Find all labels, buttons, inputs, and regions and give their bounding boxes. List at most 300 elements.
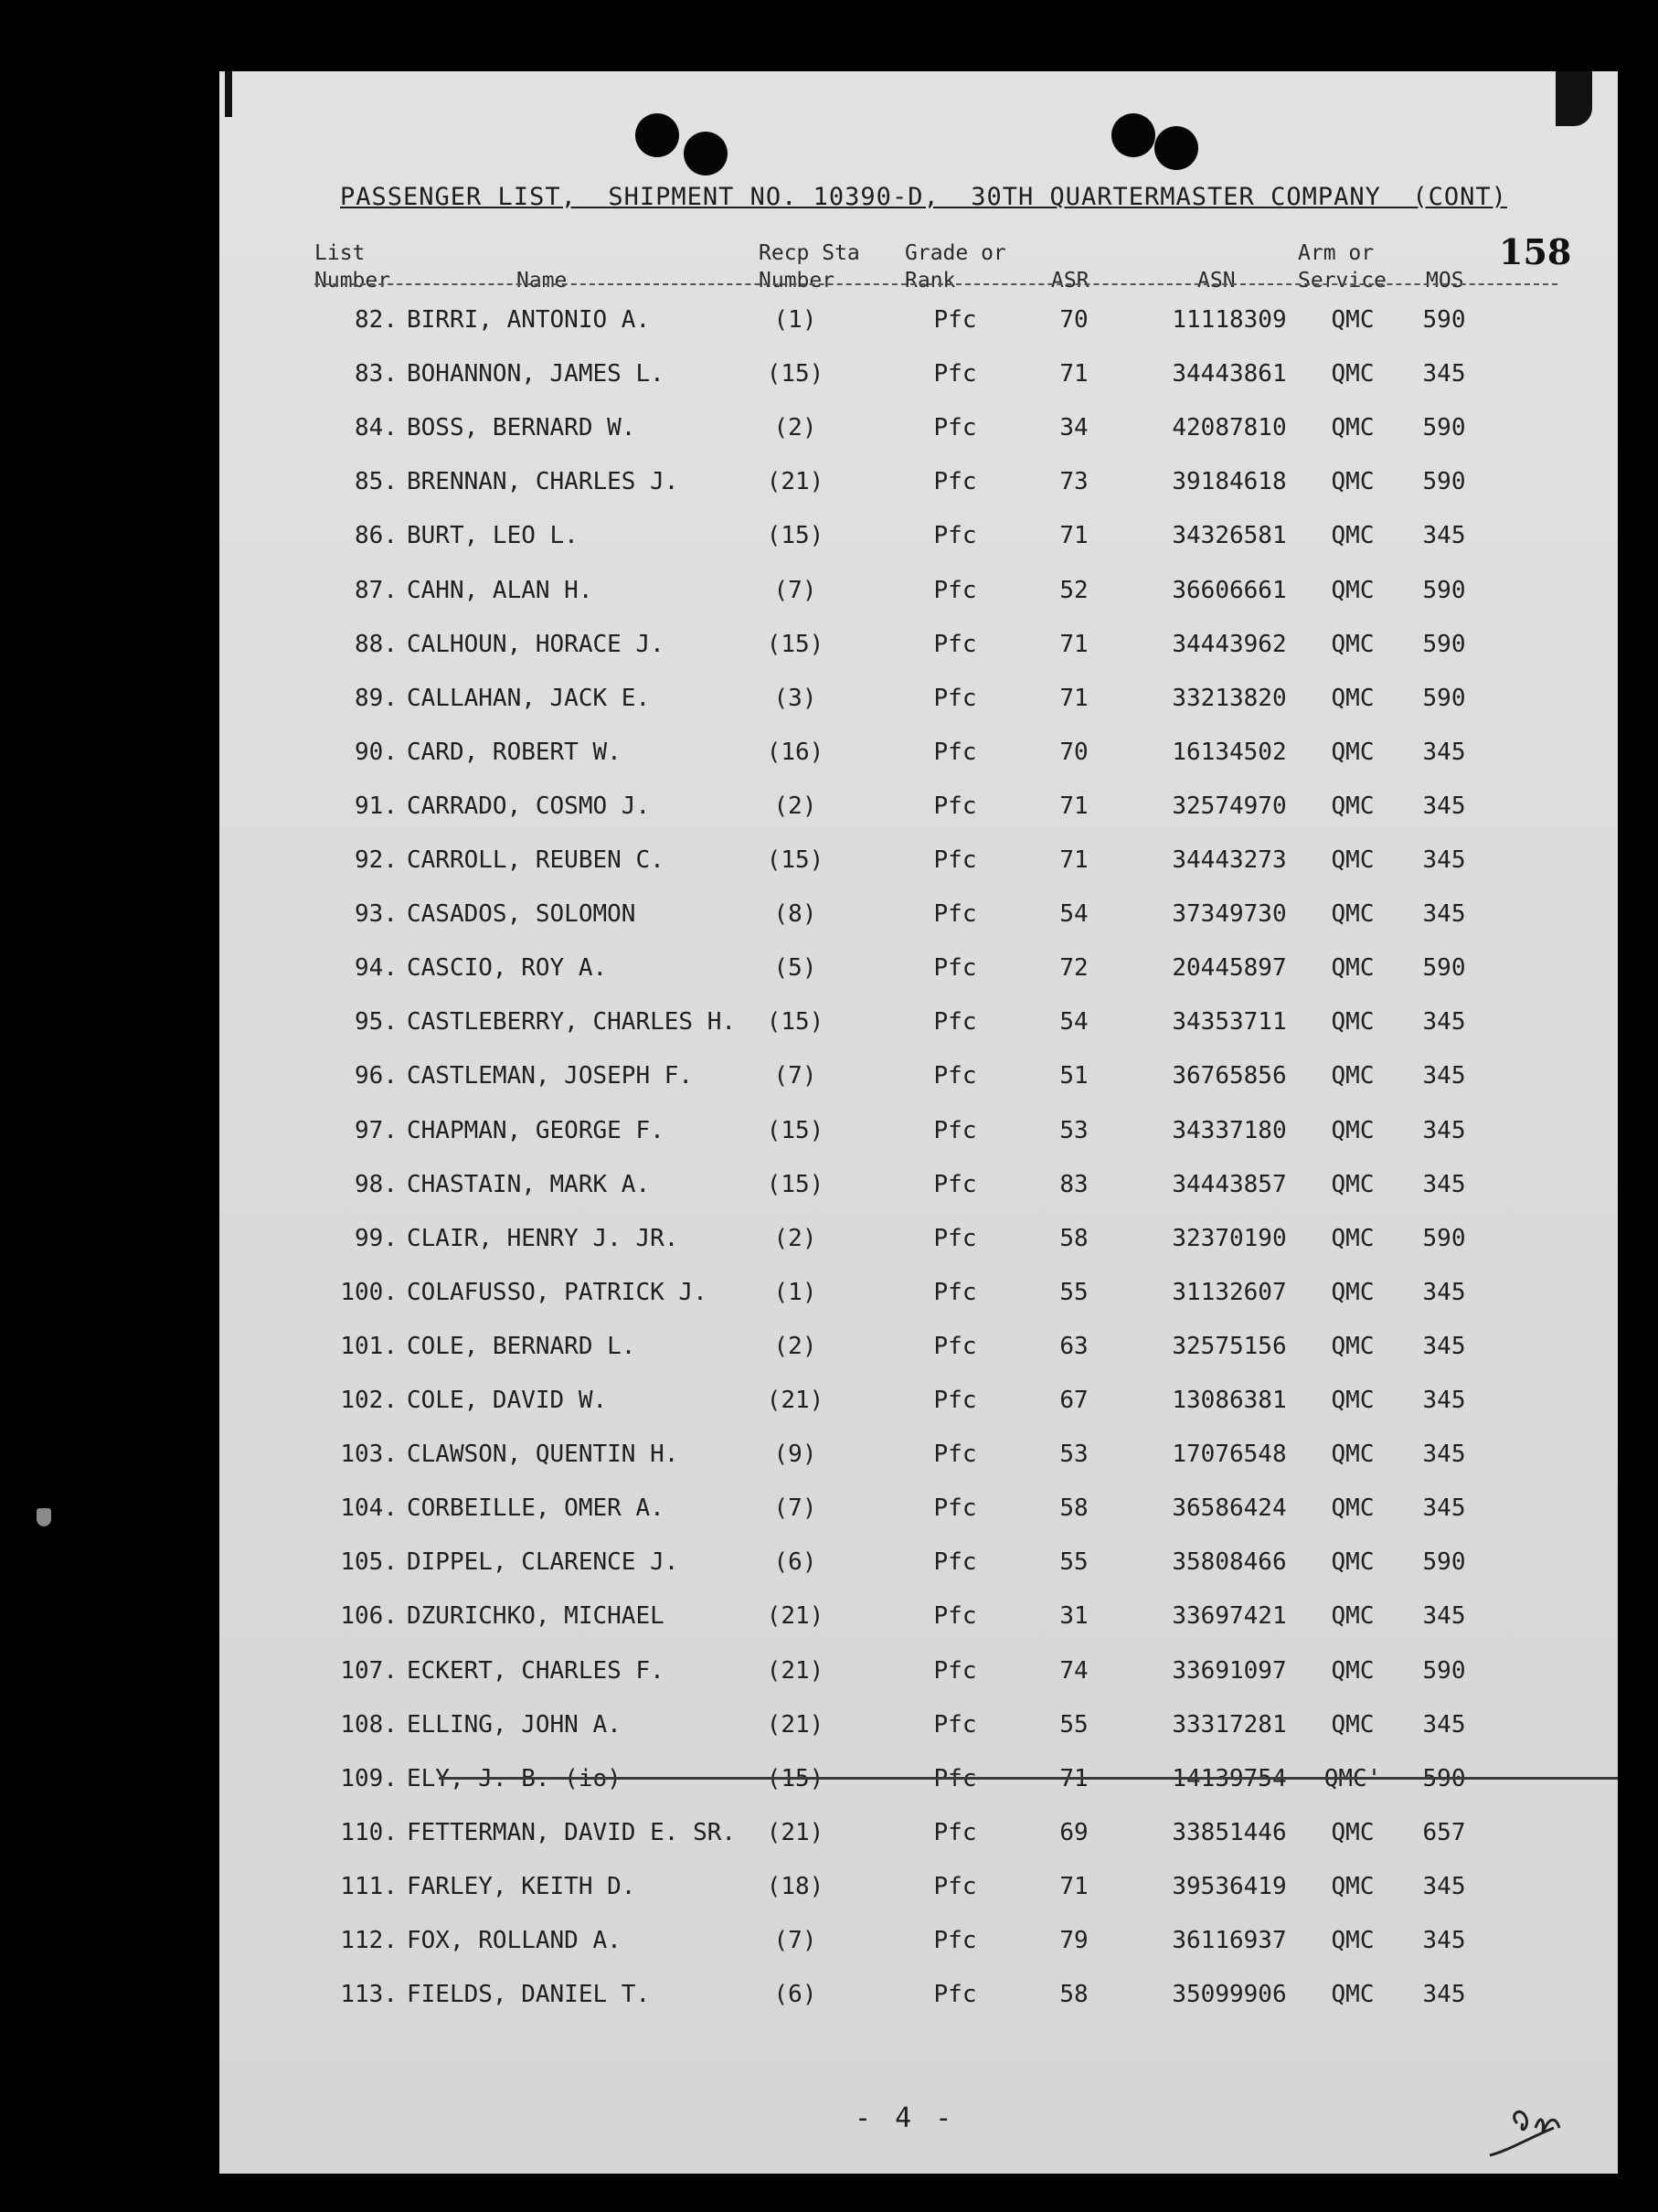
grade: Pfc xyxy=(933,414,977,442)
passenger-name: FETTERMAN, DAVID E. SR. xyxy=(407,1818,737,1846)
passenger-name: CASTLEBERRY, CHARLES H. xyxy=(407,1008,737,1037)
recp-sta-number: (15) xyxy=(766,846,824,874)
list-number: 86. xyxy=(355,522,398,550)
mos-code: 590 xyxy=(1422,1548,1466,1577)
arm-service: QMC xyxy=(1331,522,1375,550)
table-row xyxy=(219,1711,1618,1748)
grade: Pfc xyxy=(933,954,977,983)
table-row xyxy=(219,468,1618,505)
asr-score: 53 xyxy=(1059,1116,1089,1144)
grade: Pfc xyxy=(933,1008,977,1037)
document-header: PASSENGER LIST, SHIPMENT NO. 10390-D, 30TH QUARTERMASTER COMPANY (CONT) xyxy=(340,183,1507,211)
grade: Pfc xyxy=(933,1278,977,1306)
punch-hole xyxy=(684,132,728,175)
column-header-list-number: List Number xyxy=(314,241,391,292)
passenger-name: DIPPEL, CLARENCE J. xyxy=(407,1548,679,1577)
recp-sta-number: (1) xyxy=(773,1278,817,1306)
mos-code: 345 xyxy=(1422,1116,1466,1144)
table-row xyxy=(219,631,1618,667)
arm-service: QMC xyxy=(1331,1332,1375,1360)
passenger-name: FOX, ROLLAND A. xyxy=(407,1927,622,1954)
grade: Pfc xyxy=(933,1332,977,1360)
asr-score: 83 xyxy=(1059,1170,1089,1198)
asn-number: 34443962 xyxy=(1172,630,1287,658)
asn-number: 33851446 xyxy=(1172,1818,1287,1846)
mos-code: 345 xyxy=(1422,1170,1466,1198)
arm-service: QMC xyxy=(1331,1008,1375,1037)
grade: Pfc xyxy=(933,360,977,388)
arm-service: QMC xyxy=(1331,954,1375,983)
grade: Pfc xyxy=(933,1927,977,1954)
grade: Pfc xyxy=(933,1170,977,1198)
arm-service: QMC xyxy=(1331,1278,1375,1306)
table-row xyxy=(219,1225,1618,1261)
mos-code: 657 xyxy=(1422,1818,1466,1846)
list-number: 107. xyxy=(340,1656,398,1685)
passenger-name: CASTLEMAN, JOSEPH F. xyxy=(407,1062,694,1090)
grade: Pfc xyxy=(933,846,977,874)
asn-number: 35808466 xyxy=(1172,1548,1287,1577)
recp-sta-number: (15) xyxy=(766,522,824,550)
table-row xyxy=(219,846,1618,883)
list-number: 101. xyxy=(340,1332,398,1360)
arm-service: QMC xyxy=(1331,1170,1375,1198)
list-number: 104. xyxy=(340,1494,398,1523)
mos-code: 590 xyxy=(1422,306,1466,334)
grade: Pfc xyxy=(933,1602,977,1631)
recp-sta-number: (2) xyxy=(773,414,817,442)
table-row xyxy=(219,1494,1618,1531)
mos-code: 590 xyxy=(1422,576,1466,604)
asn-number: 33691097 xyxy=(1172,1656,1287,1685)
table-row xyxy=(219,1117,1618,1154)
list-number: 111. xyxy=(340,1872,398,1900)
passenger-name: CLAWSON, QUENTIN H. xyxy=(407,1441,679,1469)
recp-sta-number: (5) xyxy=(773,954,817,983)
asn-number: 36586424 xyxy=(1172,1494,1287,1523)
recp-sta-number: (15) xyxy=(766,630,824,658)
asr-score: 71 xyxy=(1059,846,1089,874)
grade: Pfc xyxy=(933,1441,977,1469)
column-header-mos: MOS xyxy=(1426,269,1464,292)
arm-service: QMC xyxy=(1331,1494,1375,1523)
table-row xyxy=(219,1387,1618,1423)
passenger-name: CLAIR, HENRY J. JR. xyxy=(407,1224,679,1252)
passenger-name: BURT, LEO L. xyxy=(407,522,579,550)
grade: Pfc xyxy=(933,1656,977,1685)
recp-sta-number: (15) xyxy=(766,1170,824,1198)
asn-number: 32574970 xyxy=(1172,792,1287,820)
asr-score: 70 xyxy=(1059,738,1089,766)
recp-sta-number: (21) xyxy=(766,468,824,496)
asr-score: 74 xyxy=(1059,1656,1089,1685)
grade: Pfc xyxy=(933,792,977,820)
list-number: 98. xyxy=(355,1170,398,1198)
asn-number: 42087810 xyxy=(1172,414,1287,442)
grade: Pfc xyxy=(933,522,977,550)
arm-service: QMC xyxy=(1331,630,1375,658)
grade: Pfc xyxy=(933,684,977,712)
asn-number: 31132607 xyxy=(1172,1278,1287,1306)
table-row xyxy=(219,1548,1618,1585)
recp-sta-number: (21) xyxy=(766,1710,824,1739)
mos-code: 345 xyxy=(1422,1872,1466,1900)
table-row xyxy=(219,1765,1618,1802)
asr-score: 58 xyxy=(1059,1494,1089,1523)
mos-code: 345 xyxy=(1422,1710,1466,1739)
asr-score: 55 xyxy=(1059,1710,1089,1739)
grade: Pfc xyxy=(933,1981,977,2009)
asr-score: 79 xyxy=(1059,1927,1089,1954)
asn-number: 33213820 xyxy=(1172,684,1287,712)
passenger-name: BIRRI, ANTONIO A. xyxy=(407,306,651,334)
asn-number: 34326581 xyxy=(1172,522,1287,550)
passenger-name: CARD, ROBERT W. xyxy=(407,738,622,766)
recp-sta-number: (15) xyxy=(766,1008,824,1037)
list-number: 99. xyxy=(355,1224,398,1252)
asr-score: 55 xyxy=(1059,1278,1089,1306)
table-row xyxy=(219,1333,1618,1369)
arm-service: QMC xyxy=(1331,306,1375,334)
page-number: 158 xyxy=(1499,231,1572,272)
mos-code: 345 xyxy=(1422,900,1466,929)
passenger-name: BOSS, BERNARD W. xyxy=(407,414,636,442)
list-number: 109. xyxy=(340,1764,398,1792)
column-header-asn: ASN xyxy=(1197,269,1236,292)
asr-score: 54 xyxy=(1059,1008,1089,1037)
asn-number: 34337180 xyxy=(1172,1116,1287,1144)
asn-number: 36765856 xyxy=(1172,1062,1287,1090)
asn-number: 17076548 xyxy=(1172,1441,1287,1469)
asr-score: 52 xyxy=(1059,576,1089,604)
passenger-name: ELY, J. B. (io) xyxy=(407,1764,622,1792)
grade: Pfc xyxy=(933,1710,977,1739)
punch-hole xyxy=(1111,113,1155,157)
column-header-arm: Arm or Service xyxy=(1298,241,1387,292)
mos-code: 345 xyxy=(1422,846,1466,874)
table-row xyxy=(219,1008,1618,1045)
mos-code: 345 xyxy=(1422,1602,1466,1631)
handwritten-initials xyxy=(1481,2100,1590,2164)
grade: Pfc xyxy=(933,1548,977,1577)
asn-number: 34353711 xyxy=(1172,1008,1287,1037)
list-number: 106. xyxy=(340,1602,398,1631)
arm-service: QMC xyxy=(1331,738,1375,766)
arm-service: QMC xyxy=(1331,1387,1375,1414)
table-row xyxy=(219,1873,1618,1909)
arm-service: QMC xyxy=(1331,1441,1375,1469)
asr-score: 31 xyxy=(1059,1602,1089,1631)
asr-score: 53 xyxy=(1059,1441,1089,1469)
table-row xyxy=(219,1171,1618,1207)
asn-number: 39536419 xyxy=(1172,1872,1287,1900)
passenger-name: CHAPMAN, GEORGE F. xyxy=(407,1116,664,1144)
mos-code: 345 xyxy=(1422,1494,1466,1523)
recp-sta-number: (7) xyxy=(773,1494,817,1523)
recp-sta-number: (2) xyxy=(773,792,817,820)
passenger-name: COLAFUSSO, PATRICK J. xyxy=(407,1278,707,1306)
grade: Pfc xyxy=(933,900,977,929)
arm-service: QMC xyxy=(1331,1981,1375,2009)
list-number: 93. xyxy=(355,900,398,929)
mos-code: 590 xyxy=(1422,414,1466,442)
asn-number: 34443857 xyxy=(1172,1170,1287,1198)
punch-hole xyxy=(635,113,679,157)
asr-score: 67 xyxy=(1059,1387,1089,1414)
mos-code: 345 xyxy=(1422,360,1466,388)
list-number: 113. xyxy=(340,1981,398,2009)
list-number: 84. xyxy=(355,414,398,442)
mos-code: 345 xyxy=(1422,792,1466,820)
asr-score: 73 xyxy=(1059,468,1089,496)
mos-code: 345 xyxy=(1422,1332,1466,1360)
table-row xyxy=(219,414,1618,451)
list-number: 90. xyxy=(355,738,398,766)
mos-code: 345 xyxy=(1422,522,1466,550)
grade: Pfc xyxy=(933,630,977,658)
grade: Pfc xyxy=(933,306,977,334)
grade: Pfc xyxy=(933,576,977,604)
list-number: 89. xyxy=(355,684,398,712)
passenger-list-page xyxy=(219,71,1618,2174)
grade: Pfc xyxy=(933,1116,977,1144)
passenger-name: CASCIO, ROY A. xyxy=(407,954,608,983)
grade: Pfc xyxy=(933,1872,977,1900)
arm-service: QMC xyxy=(1331,576,1375,604)
passenger-name: CAHN, ALAN H. xyxy=(407,576,593,604)
list-number: 112. xyxy=(340,1927,398,1954)
grade: Pfc xyxy=(933,738,977,766)
table-row xyxy=(219,360,1618,397)
recp-sta-number: (21) xyxy=(766,1818,824,1846)
asn-number: 33317281 xyxy=(1172,1710,1287,1739)
recp-sta-number: (2) xyxy=(773,1224,817,1252)
asn-number: 34443273 xyxy=(1172,846,1287,874)
table-row xyxy=(219,522,1618,558)
grade: Pfc xyxy=(933,468,977,496)
passenger-name: DZURICHKO, MICHAEL xyxy=(407,1602,664,1631)
corner-mark xyxy=(1556,71,1592,126)
recp-sta-number: (1) xyxy=(773,306,817,334)
list-number: 92. xyxy=(355,846,398,874)
table-row xyxy=(219,306,1618,343)
grade: Pfc xyxy=(933,1062,977,1090)
mos-code: 345 xyxy=(1422,738,1466,766)
passenger-name: BOHANNON, JAMES L. xyxy=(407,360,664,388)
mos-code: 345 xyxy=(1422,1441,1466,1469)
table-row xyxy=(219,739,1618,775)
asn-number: 13086381 xyxy=(1172,1387,1287,1414)
recp-sta-number: (21) xyxy=(766,1387,824,1414)
arm-service: QMC xyxy=(1331,900,1375,929)
asr-score: 71 xyxy=(1059,792,1089,820)
recp-sta-number: (15) xyxy=(766,1764,824,1792)
asn-number: 36116937 xyxy=(1172,1927,1287,1954)
column-header-name: Name xyxy=(516,269,568,292)
asn-number: 34443861 xyxy=(1172,360,1287,388)
list-number: 103. xyxy=(340,1441,398,1469)
grade: Pfc xyxy=(933,1494,977,1523)
mos-code: 345 xyxy=(1422,1278,1466,1306)
header-rule xyxy=(314,283,1557,285)
corner-mark xyxy=(225,71,232,117)
arm-service: QMC xyxy=(1331,684,1375,712)
recp-sta-number: (7) xyxy=(773,576,817,604)
mos-code: 590 xyxy=(1422,1656,1466,1685)
list-number: 100. xyxy=(340,1278,398,1306)
asn-number: 11118309 xyxy=(1172,306,1287,334)
asn-number: 16134502 xyxy=(1172,738,1287,766)
list-number: 94. xyxy=(355,954,398,983)
arm-service: QMC xyxy=(1331,1224,1375,1252)
grade: Pfc xyxy=(933,1818,977,1846)
asr-score: 71 xyxy=(1059,360,1089,388)
recp-sta-number: (18) xyxy=(766,1872,824,1900)
asn-number: 36606661 xyxy=(1172,576,1287,604)
stray-mark xyxy=(37,1508,51,1526)
list-number: 97. xyxy=(355,1116,398,1144)
passenger-name: CARRADO, COSMO J. xyxy=(407,792,651,820)
grade: Pfc xyxy=(933,1387,977,1414)
recp-sta-number: (21) xyxy=(766,1656,824,1685)
list-number: 105. xyxy=(340,1548,398,1577)
mos-code: 345 xyxy=(1422,1062,1466,1090)
table-row xyxy=(219,900,1618,937)
asr-score: 71 xyxy=(1059,630,1089,658)
arm-service: QMC xyxy=(1331,1602,1375,1631)
recp-sta-number: (6) xyxy=(773,1981,817,2009)
column-header-asr: ASR xyxy=(1051,269,1089,292)
asr-score: 51 xyxy=(1059,1062,1089,1090)
mos-code: 590 xyxy=(1422,684,1466,712)
arm-service: QMC xyxy=(1331,1927,1375,1954)
table-row xyxy=(219,1062,1618,1099)
list-number: 83. xyxy=(355,360,398,388)
asn-number: 33697421 xyxy=(1172,1602,1287,1631)
asr-score: 71 xyxy=(1059,1764,1089,1792)
mos-code: 345 xyxy=(1422,1008,1466,1037)
arm-service: QMC xyxy=(1331,846,1375,874)
recp-sta-number: (21) xyxy=(766,1602,824,1631)
arm-service: QMC xyxy=(1331,1872,1375,1900)
asr-score: 55 xyxy=(1059,1548,1089,1577)
asn-number: 14139754 xyxy=(1172,1764,1287,1792)
asr-score: 69 xyxy=(1059,1818,1089,1846)
passenger-name: CALLAHAN, JACK E. xyxy=(407,684,651,712)
table-row xyxy=(219,792,1618,829)
asr-score: 58 xyxy=(1059,1224,1089,1252)
arm-service: QMC xyxy=(1331,1818,1375,1846)
mos-code: 345 xyxy=(1422,1387,1466,1414)
table-row xyxy=(219,1819,1618,1856)
arm-service: QMC xyxy=(1331,1116,1375,1144)
recp-sta-number: (7) xyxy=(773,1927,817,1954)
recp-sta-number: (15) xyxy=(766,360,824,388)
recp-sta-number: (8) xyxy=(773,900,817,929)
page-footer: - 4 - xyxy=(855,2102,956,2134)
column-header-grade: Grade or Rank xyxy=(905,241,1006,292)
asn-number: 32575156 xyxy=(1172,1332,1287,1360)
asr-score: 71 xyxy=(1059,1872,1089,1900)
table-row xyxy=(219,685,1618,721)
passenger-name: COLE, BERNARD L. xyxy=(407,1332,636,1360)
asn-number: 20445897 xyxy=(1172,954,1287,983)
mos-code: 345 xyxy=(1422,1927,1466,1954)
column-header-recp-sta: Recp Sta Number xyxy=(759,241,860,292)
arm-service: QMC xyxy=(1331,468,1375,496)
mos-code: 590 xyxy=(1422,630,1466,658)
mos-code: 590 xyxy=(1422,1764,1466,1792)
passenger-name: ELLING, JOHN A. xyxy=(407,1710,622,1739)
asr-score: 34 xyxy=(1059,414,1089,442)
arm-service: QMC xyxy=(1331,414,1375,442)
punch-hole xyxy=(1154,126,1198,170)
asn-number: 35099906 xyxy=(1172,1981,1287,2009)
table-row xyxy=(219,577,1618,613)
asr-score: 72 xyxy=(1059,954,1089,983)
passenger-name: CALHOUN, HORACE J. xyxy=(407,630,664,658)
list-number: 91. xyxy=(355,792,398,820)
list-number: 96. xyxy=(355,1062,398,1090)
passenger-name: CASADOS, SOLOMON xyxy=(407,900,636,929)
list-number: 85. xyxy=(355,468,398,496)
table-row xyxy=(219,1981,1618,2017)
mos-code: 590 xyxy=(1422,954,1466,983)
recp-sta-number: (6) xyxy=(773,1548,817,1577)
table-row xyxy=(219,1279,1618,1315)
passenger-name: BRENNAN, CHARLES J. xyxy=(407,468,679,496)
list-number: 95. xyxy=(355,1008,398,1037)
table-row xyxy=(219,1657,1618,1694)
asr-score: 70 xyxy=(1059,306,1089,334)
arm-service: QMC xyxy=(1331,1062,1375,1090)
list-number: 108. xyxy=(340,1710,398,1739)
recp-sta-number: (9) xyxy=(773,1441,817,1469)
arm-service: QMC xyxy=(1331,792,1375,820)
passenger-name: CORBEILLE, OMER A. xyxy=(407,1494,664,1523)
grade: Pfc xyxy=(933,1764,977,1792)
passenger-name: CHASTAIN, MARK A. xyxy=(407,1170,651,1198)
asr-score: 71 xyxy=(1059,522,1089,550)
passenger-name: FIELDS, DANIEL T. xyxy=(407,1981,651,2009)
recp-sta-number: (16) xyxy=(766,738,824,766)
arm-service: QMC xyxy=(1331,1656,1375,1685)
arm-service: QMC xyxy=(1331,1548,1375,1577)
asr-score: 63 xyxy=(1059,1332,1089,1360)
asn-number: 32370190 xyxy=(1172,1224,1287,1252)
asr-score: 58 xyxy=(1059,1981,1089,2009)
list-number: 102. xyxy=(340,1387,398,1414)
arm-service: QMC xyxy=(1331,360,1375,388)
mos-code: 590 xyxy=(1422,468,1466,496)
arm-service: QMC' xyxy=(1323,1764,1382,1792)
table-row xyxy=(219,1927,1618,1963)
recp-sta-number: (3) xyxy=(773,684,817,712)
grade: Pfc xyxy=(933,1224,977,1252)
list-number: 88. xyxy=(355,630,398,658)
passenger-name: CARROLL, REUBEN C. xyxy=(407,846,664,874)
recp-sta-number: (2) xyxy=(773,1332,817,1360)
asn-number: 39184618 xyxy=(1172,468,1287,496)
list-number: 110. xyxy=(340,1818,398,1846)
table-row xyxy=(219,954,1618,991)
table-row xyxy=(219,1441,1618,1477)
mos-code: 345 xyxy=(1422,1981,1466,2009)
passenger-name: ECKERT, CHARLES F. xyxy=(407,1656,664,1685)
list-number: 87. xyxy=(355,576,398,604)
mos-code: 590 xyxy=(1422,1224,1466,1252)
recp-sta-number: (7) xyxy=(773,1062,817,1090)
